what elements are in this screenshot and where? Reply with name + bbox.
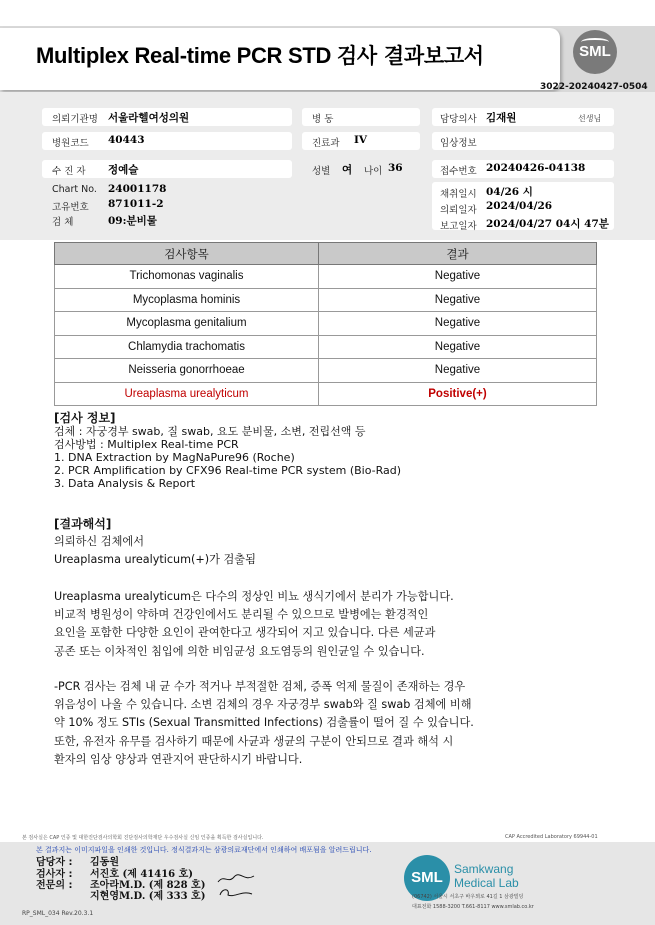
chart-value: 24001178 (108, 183, 167, 195)
tester-name: 서진호 (제 41416 호) (90, 869, 193, 880)
test-item: Trichomonas vaginalis (55, 265, 319, 289)
chart-label: Chart No. (52, 184, 97, 195)
interpretation-line: 비교적 병원성이 약하며 건강인에서도 분리될 수 있으므로 발병에는 환경적인 (54, 608, 429, 622)
test-result: Negative (319, 288, 597, 312)
tester-label: 검사자 : (36, 869, 73, 880)
title-kr: 검사 결과보고서 (336, 44, 484, 68)
column-header-item: 검사항목 (55, 243, 319, 265)
manager-label: 담당자 : (36, 857, 73, 868)
request-label: 의뢰일자 (440, 205, 477, 216)
collect-value: 04/26 시 (486, 186, 533, 198)
clinical-label: 임상정보 (440, 138, 477, 149)
requester-value: 서울라헬여성의원 (108, 112, 190, 124)
accreditation-notice: 본 검사실은 CAP 인증 및 대한진단검사의학회 진단검사의학재단 우수검사실 신임 인증을 획득한 검사실입니다. (22, 835, 264, 841)
manager-name: 김동원 (90, 857, 119, 868)
interpretation-line: 의뢰하신 검체에서 (54, 535, 145, 548)
test-info-section (54, 412, 401, 490)
department-label: 진료과 (312, 138, 340, 149)
test-info-method: 검사방법 : Multiplex Real-time PCR (54, 438, 239, 451)
test-item: Chlamydia trachomatis (55, 335, 319, 359)
org-name-line: Medical Lab (454, 876, 519, 890)
test-info-step: 3. Data Analysis & Report (54, 477, 196, 490)
cap-accreditation: CAP Accredited Laboratory 69944-01 (505, 834, 598, 840)
test-item: Mycoplasma hominis (55, 288, 319, 312)
interpretation-line: 위음성이 나올 수 있습니다. 소변 검체의 경우 자궁경부 swab와 질 swab 검체에 비해 (54, 698, 472, 712)
print-notice: 본 결과지는 이미지파일을 인쇄한 것입니다. 정식결과지는 삼광의료재단에서 인쇄하여 배포됨을 알려드립니다. (36, 846, 372, 854)
table-header-row (55, 243, 597, 265)
age-value: 36 (388, 162, 403, 174)
specialist-label: 전문의 : (36, 880, 73, 891)
interpretation-line: -PCR 검사는 검체 내 균 수가 적거나 부적절한 검체, 증폭 억제 물질이 존재하는 경우 (54, 680, 466, 693)
test-result: Negative (319, 335, 597, 359)
test-info-step: 1. DNA Extraction by MagNaPure96 (Roche) (54, 451, 295, 464)
report-value: 2024/04/27 04시 47분 (486, 218, 609, 230)
results-table (54, 242, 597, 406)
hospital-code-label: 병원코드 (52, 138, 89, 149)
test-item: Mycoplasma genitalium (55, 312, 319, 336)
interpretation-line: 약 10% 정도 STIs (Sexual Transmitted Infections) 검출률이 떨어 질 수 있습니다. (54, 716, 474, 730)
doctor-label: 담당의사 (440, 114, 477, 125)
patient-info-panel (0, 92, 655, 240)
unique-label: 고유번호 (52, 202, 89, 213)
interpretation-line: Ureaplasma urealyticum(+)가 검출됨 (54, 553, 256, 567)
department-value: IV (354, 134, 368, 146)
interpretation-line: Ureaplasma urealyticum은 다수의 정상인 비뇨 생식기에서 분리가 가능합니다. (54, 590, 454, 603)
form-code: RP_SML_034 Rev.20.3.1 (22, 910, 94, 917)
org-name-line: Samkwang (454, 862, 514, 876)
test-result: Positive(+) (319, 382, 597, 406)
name-label: 수 진 자 (52, 166, 86, 177)
table-row (55, 312, 597, 336)
interpretation-line: 요인을 포함한 다양한 요인이 관여한다고 생각되어 지고 있습니다. 다른 세균과 (54, 626, 436, 640)
table-row (55, 288, 597, 312)
report-label: 보고일자 (440, 221, 477, 232)
age-label: 나이 (364, 166, 383, 177)
sex-label: 성별 (312, 166, 331, 177)
name-value: 정예슬 (108, 164, 139, 176)
request-value: 2024/04/26 (486, 200, 553, 212)
doctor-value: 김재원 (486, 112, 517, 124)
doctor-suffix: 선생님 (578, 114, 602, 123)
interpretation-line: 환자의 임상 양상과 연관지어 판단하시기 바랍니다. (54, 752, 303, 766)
sml-logo: SML (573, 30, 617, 74)
interpretation-heading: [결과해석] (54, 517, 112, 531)
column-header-result: 결과 (319, 243, 597, 265)
interpretation-paragraph-1 (54, 588, 454, 661)
sex-value: 여 (342, 164, 353, 176)
interpretation-heading-block (54, 518, 111, 531)
test-item: Ureaplasma urealyticum (55, 382, 319, 406)
requester-label: 의뢰기관명 (52, 114, 98, 125)
table-row (55, 335, 597, 359)
table-row (55, 359, 597, 383)
org-name (454, 862, 519, 890)
test-info-heading: [검사 정보] (54, 411, 116, 425)
title-en: Multiplex Real-time PCR STD (36, 43, 332, 68)
specialist-name-1: 조아라M.D. (제 828 호) (90, 880, 206, 891)
signature-2-icon (216, 886, 256, 900)
test-result: Negative (319, 265, 597, 289)
test-item: Neisseria gonorrhoeae (55, 359, 319, 383)
org-address: (06742) 서울시 서초구 바우뫼로 41길 1 삼광빌딩 (412, 894, 524, 900)
signature-1-icon (216, 872, 256, 886)
specimen-value: 09:분비물 (108, 215, 157, 227)
collect-label: 채취일시 (440, 189, 477, 200)
test-info-specimen: 검체 : 자궁경부 swab, 질 swab, 요도 분비물, 소변, 전립선액 등 (54, 425, 366, 438)
ward-label: 병 동 (312, 114, 334, 125)
report-title (36, 40, 484, 70)
interpretation-summary (54, 533, 256, 569)
test-result: Negative (319, 359, 597, 383)
report-id: 3022-20240427-0504 (540, 82, 648, 92)
test-result: Negative (319, 312, 597, 336)
specimen-label: 검 체 (52, 217, 74, 228)
org-contact: 대표전화 1588-3200 T.661-8117 www.smlab.co.kr (412, 904, 534, 910)
specialist-name-2: 지현영M.D. (제 333 호) (90, 891, 206, 902)
unique-value: 871011-2 (108, 198, 164, 210)
interpretation-paragraph-2 (54, 678, 474, 769)
interpretation-line: 공존 또는 이차적인 침입에 의한 비임균성 요도염등의 원인균일 수 있습니다. (54, 644, 425, 658)
samkwang-logo: SML (404, 855, 450, 901)
table-row (55, 265, 597, 289)
receipt-value: 20240426-04138 (486, 162, 586, 174)
table-row-positive (55, 382, 597, 406)
test-info-step: 2. PCR Amplification by CFX96 Real-time PCR system (Bio-Rad) (54, 464, 402, 477)
interpretation-line: 또한, 유전자 유무를 검사하기 때문에 사균과 생균의 구분이 안되므로 결과 해석 시 (54, 734, 454, 748)
hospital-code-value: 40443 (108, 134, 145, 146)
receipt-label: 접수번호 (440, 166, 477, 177)
